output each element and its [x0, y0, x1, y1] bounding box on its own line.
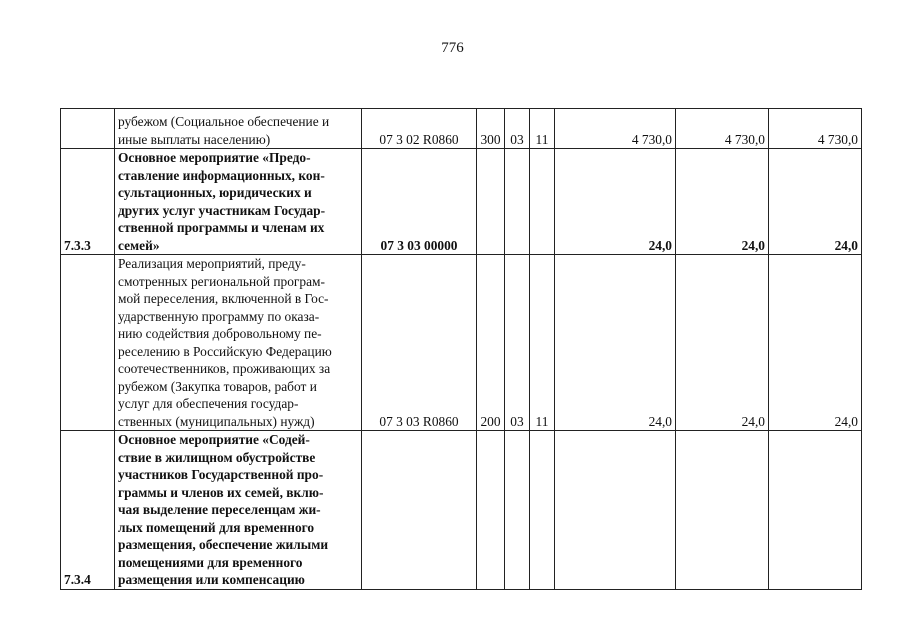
amount-year-1	[555, 431, 676, 590]
row-name	[115, 255, 362, 431]
amount-year-1: 4 730,0	[555, 109, 676, 149]
row-name-line: реселению в Российскую Федерацию	[118, 343, 332, 359]
amount-year-3: 24,0	[769, 255, 862, 431]
expense-type: 300	[477, 109, 505, 149]
row-name	[115, 431, 362, 590]
row-name-line: ставление информационных, кон-	[118, 167, 325, 183]
row-number	[61, 255, 115, 431]
row-name-line: Основное мероприятие «Содей-	[118, 432, 310, 447]
row-name-line: лых помещений для временного	[118, 519, 315, 535]
row-name	[115, 109, 362, 149]
amount-year-2: 24,0	[676, 255, 769, 431]
amount-year-3: 4 730,0	[769, 109, 862, 149]
subsection	[530, 149, 555, 255]
row-name-line: чая выделение переселенцам жи-	[118, 502, 321, 517]
budget-table	[60, 108, 862, 590]
amount-year-1: 24,0	[555, 149, 676, 255]
section: 03	[505, 255, 530, 431]
expense-type	[477, 431, 505, 590]
amount-year-2: 4 730,0	[676, 109, 769, 149]
target-code	[362, 431, 477, 590]
row-name	[115, 149, 362, 255]
row-name-line: ственных (муниципальных) нужд)	[118, 413, 315, 429]
table-row	[61, 255, 862, 431]
row-name-line: размещения, обеспечение жилыми	[118, 537, 329, 552]
row-number: 7.3.3	[61, 149, 115, 255]
target-code: 07 3 02 R0860	[362, 109, 477, 149]
expense-type: 200	[477, 255, 505, 431]
amount-year-3	[769, 431, 862, 590]
row-name-line: помещениями для временного	[118, 554, 303, 570]
row-name-line: услуг для обеспечения государ-	[118, 396, 299, 411]
row-name-line: иные выплаты населению)	[118, 131, 271, 147]
row-name-line: рубежом (Закупка товаров, работ и	[118, 378, 317, 394]
row-name-line: сультационных, юридических и	[118, 185, 312, 200]
section	[505, 149, 530, 255]
row-name-line: других услуг участникам Государ-	[118, 202, 326, 218]
row-name-line: мой переселения, включенной в Гос-	[118, 291, 329, 306]
target-code: 07 3 03 00000	[362, 149, 477, 255]
amount-year-2: 24,0	[676, 149, 769, 255]
row-name-line: смотренных региональной програм-	[118, 273, 325, 289]
section: 03	[505, 109, 530, 149]
row-name-line: рубежом (Социальное обеспечение и	[118, 114, 330, 129]
row-name-line: соотечественников, проживающих за	[118, 361, 331, 376]
subsection: 11	[530, 255, 555, 431]
table-row	[61, 109, 862, 149]
row-name-line: ствие в жилищном обустройстве	[118, 449, 316, 465]
amount-year-2	[676, 431, 769, 590]
section	[505, 431, 530, 590]
amount-year-1: 24,0	[555, 255, 676, 431]
table-row	[61, 431, 862, 590]
row-name-line: Основное мероприятие «Предо-	[118, 150, 311, 165]
amount-year-3: 24,0	[769, 149, 862, 255]
row-number: 7.3.4	[61, 431, 115, 590]
table-row	[61, 149, 862, 255]
row-name-line: ударственную программу по оказа-	[118, 308, 320, 324]
page-number: 776	[441, 40, 464, 56]
subsection	[530, 431, 555, 590]
target-code: 07 3 03 R0860	[362, 255, 477, 431]
row-name-line: граммы и членов их семей, вклю-	[118, 484, 324, 500]
expense-type	[477, 149, 505, 255]
row-name-line: ственной программы и членам их	[118, 220, 325, 235]
row-name-line: семей»	[118, 237, 160, 253]
row-name-line: Реализация мероприятий, преду-	[118, 256, 306, 271]
row-name-line: нию содействия добровольному пе-	[118, 326, 322, 341]
row-number	[61, 109, 115, 149]
row-name-line: размещения или компенсацию	[118, 572, 305, 587]
row-name-line: участников Государственной про-	[118, 467, 324, 482]
subsection: 11	[530, 109, 555, 149]
